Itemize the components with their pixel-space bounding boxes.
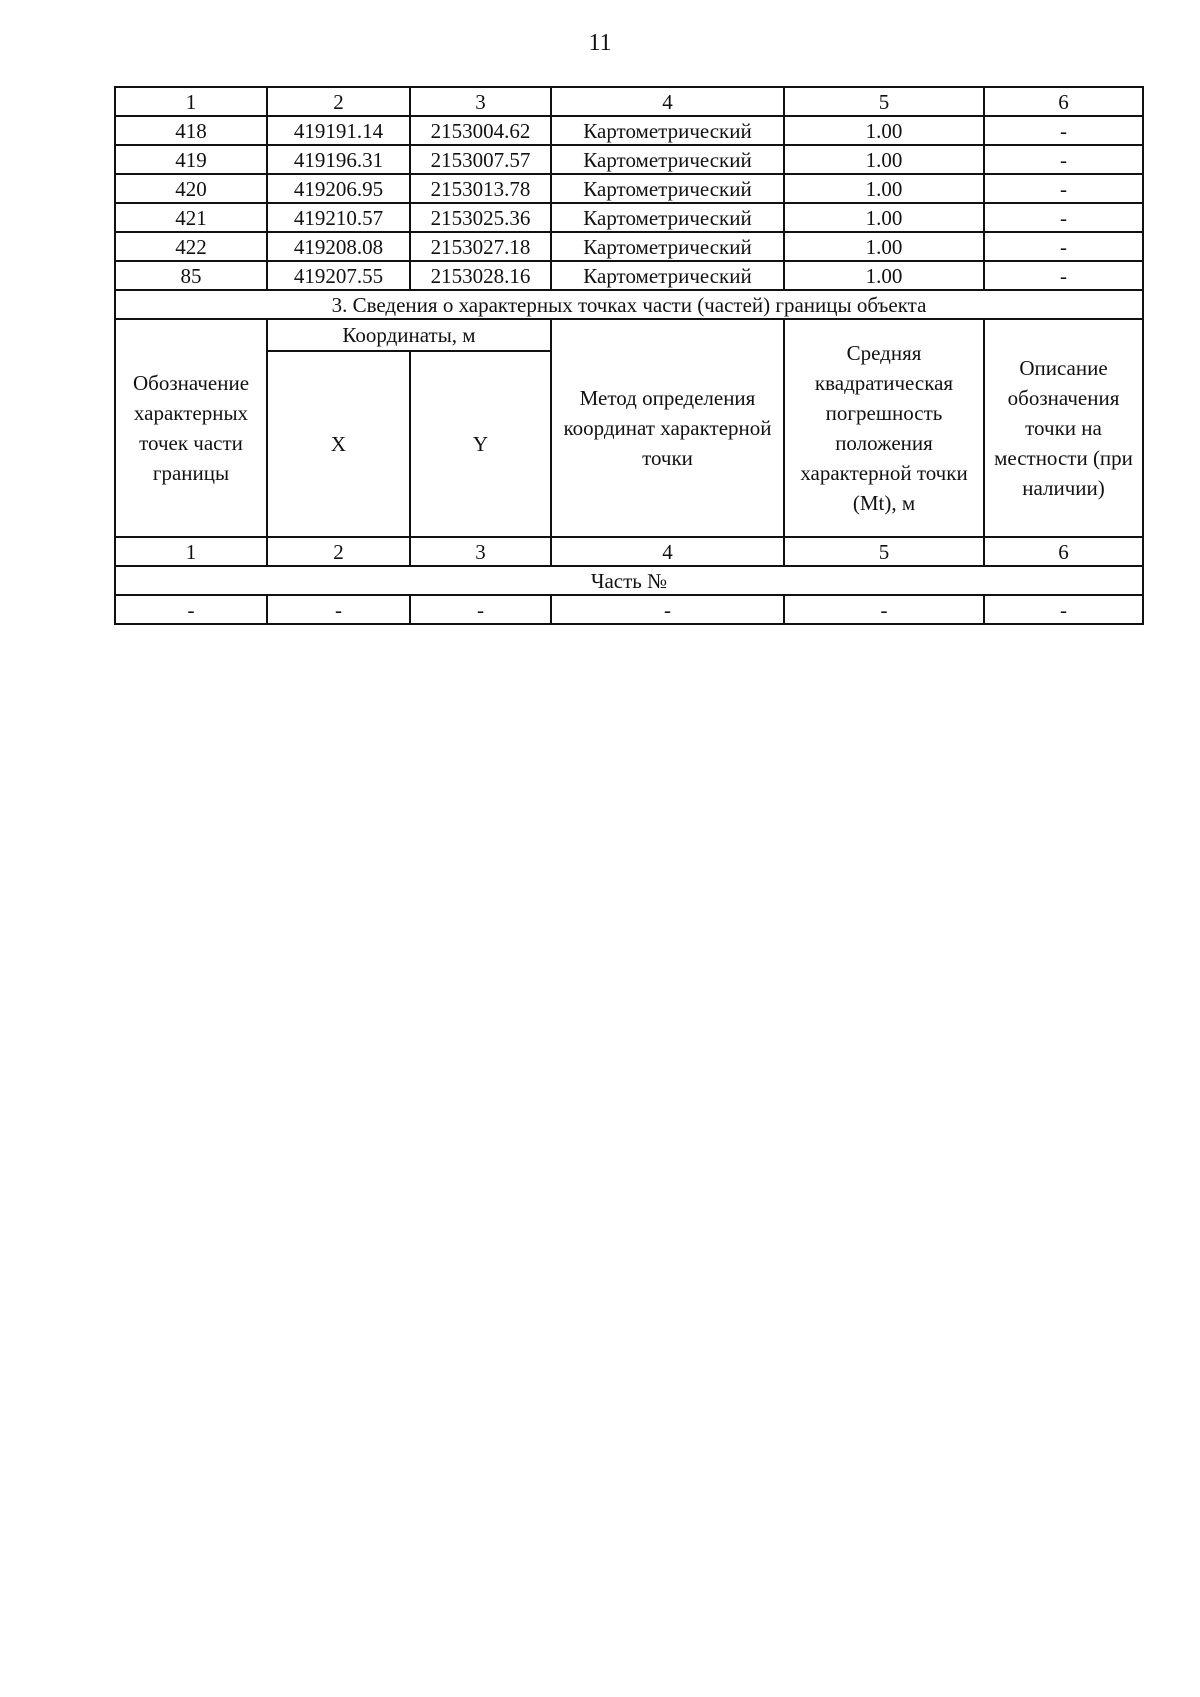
col-number: 3: [410, 87, 551, 116]
empty-cell: -: [410, 595, 551, 624]
table-row: [115, 174, 1143, 203]
empty-cell: -: [115, 595, 267, 624]
col-number: 6: [984, 87, 1143, 116]
header-accuracy: Средняя квадратическая погрешность положения характерной точки (Mt), м: [784, 319, 984, 537]
point-accuracy: 1.00: [784, 145, 984, 174]
point-description: -: [984, 116, 1143, 145]
empty-cell: -: [784, 595, 984, 624]
column-number-row: [115, 537, 1143, 566]
part-label: Часть №: [115, 566, 1143, 595]
point-y: 2153028.16: [410, 261, 551, 290]
col-number: 3: [410, 537, 551, 566]
point-id: 85: [115, 261, 267, 290]
point-x: 419210.57: [267, 203, 410, 232]
table-row: [115, 595, 1143, 624]
point-y: 2153027.18: [410, 232, 551, 261]
table-row: [115, 145, 1143, 174]
point-y: 2153004.62: [410, 116, 551, 145]
point-id: 421: [115, 203, 267, 232]
col-number: 5: [784, 537, 984, 566]
col-number: 1: [115, 537, 267, 566]
table-row: [115, 232, 1143, 261]
header-x: X: [267, 351, 410, 537]
header-coordinates: Координаты, м: [267, 319, 551, 351]
point-method: Картометрический: [551, 116, 784, 145]
point-method: Картометрический: [551, 261, 784, 290]
point-description: -: [984, 203, 1143, 232]
col-number: 2: [267, 87, 410, 116]
col-number: 4: [551, 87, 784, 116]
section-title: 3. Сведения о характерных точках части (частей) границы объекта: [115, 290, 1143, 319]
point-method: Картометрический: [551, 174, 784, 203]
col-number: 1: [115, 87, 267, 116]
header-y: Y: [410, 351, 551, 537]
empty-cell: -: [984, 595, 1143, 624]
point-description: -: [984, 145, 1143, 174]
point-accuracy: 1.00: [784, 116, 984, 145]
header-method: Метод определения координат характерной точки: [551, 319, 784, 537]
point-accuracy: 1.00: [784, 232, 984, 261]
point-x: 419206.95: [267, 174, 410, 203]
point-x: 419196.31: [267, 145, 410, 174]
point-id: 422: [115, 232, 267, 261]
point-y: 2153013.78: [410, 174, 551, 203]
points-table: [114, 86, 1144, 625]
col-number: 5: [784, 87, 984, 116]
column-number-row: [115, 87, 1143, 116]
col-number: 6: [984, 537, 1143, 566]
empty-cell: -: [267, 595, 410, 624]
point-method: Картометрический: [551, 232, 784, 261]
empty-cell: -: [551, 595, 784, 624]
header-designation: Обозначение характерных точек части границы: [115, 319, 267, 537]
point-method: Картометрический: [551, 203, 784, 232]
point-description: -: [984, 174, 1143, 203]
point-accuracy: 1.00: [784, 174, 984, 203]
point-id: 420: [115, 174, 267, 203]
table-row: [115, 116, 1143, 145]
part-row: [115, 566, 1143, 595]
point-description: -: [984, 232, 1143, 261]
point-id: 418: [115, 116, 267, 145]
header-row: [115, 319, 1143, 351]
point-y: 2153007.57: [410, 145, 551, 174]
col-number: 2: [267, 537, 410, 566]
col-number: 4: [551, 537, 784, 566]
page-number: 11: [588, 30, 612, 56]
point-y: 2153025.36: [410, 203, 551, 232]
point-accuracy: 1.00: [784, 203, 984, 232]
point-x: 419191.14: [267, 116, 410, 145]
point-x: 419208.08: [267, 232, 410, 261]
point-description: -: [984, 261, 1143, 290]
table-row: [115, 261, 1143, 290]
point-id: 419: [115, 145, 267, 174]
point-accuracy: 1.00: [784, 261, 984, 290]
point-x: 419207.55: [267, 261, 410, 290]
header-description: Описание обозначения точки на местности (при наличии): [984, 319, 1143, 537]
section-title-row: [115, 290, 1143, 319]
table-row: [115, 203, 1143, 232]
point-method: Картометрический: [551, 145, 784, 174]
